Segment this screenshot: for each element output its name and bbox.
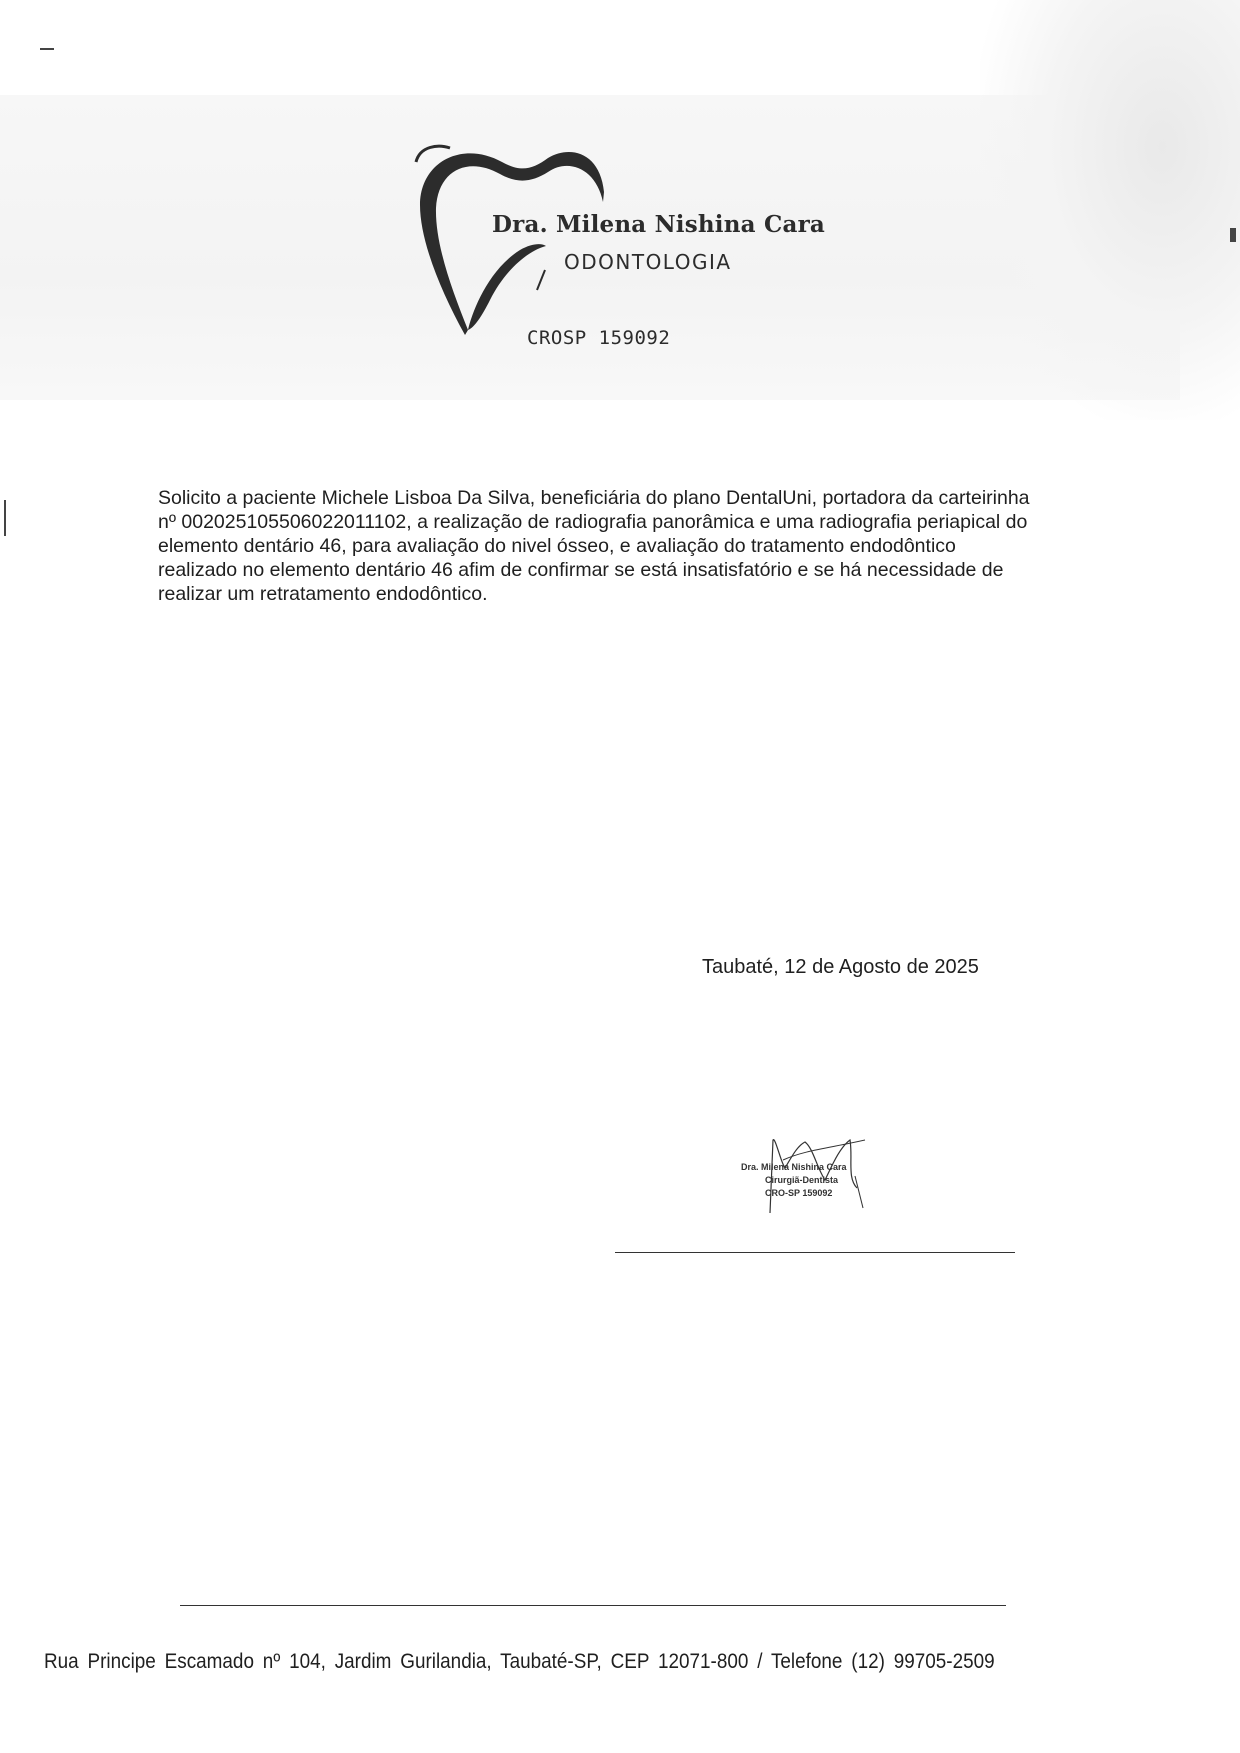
scan-mark-left-edge — [4, 500, 6, 536]
doctor-name: Dra. Milena Nishina Cara — [492, 211, 826, 238]
signature-stamp — [735, 1118, 885, 1228]
tooth-logo-icon — [410, 140, 610, 340]
scan-mark-top-left — [40, 48, 54, 50]
footer-divider — [180, 1605, 1006, 1606]
place-and-date: Taubaté, 12 de Agosto de 2025 — [702, 956, 979, 978]
scan-shadow — [980, 0, 1240, 420]
stamp-name: Dra. Milena Nishina Cara — [741, 1162, 847, 1172]
scan-mark-right-edge — [1230, 228, 1236, 242]
specialty-label: ODONTOLOGIA — [564, 250, 732, 274]
stamp-title: Cirurgiã-Dentista — [765, 1175, 839, 1185]
footer-address: Rua Principe Escamado nº 104, Jardim Gurilandia, Taubaté-SP, CEP 12071-800 / Telefone (12) 99705-2509 — [44, 1650, 995, 1673]
signature-line — [615, 1252, 1015, 1253]
request-paragraph: Solicito a paciente Michele Lisboa Da Silva, beneficiária do plano DentalUni, portadora da carteirinha nº 002025105506022011102, a realização de radiografia panorâmica e uma radiografia periapical do elemento dentário 46, para avaliação do nivel ósseo, e avaliação do tratamento endodôntico realizado no elemento dentário 46 afim de confirmar se está insatisfatório e se há necessidade de realizar um retratamento endodôntico. — [158, 487, 1030, 605]
letterhead-logo — [410, 140, 826, 370]
handwritten-signature-icon — [735, 1118, 885, 1228]
stamp-registration: CRO-SP 159092 — [765, 1188, 833, 1198]
registration-number: CROSP 159092 — [527, 327, 671, 349]
